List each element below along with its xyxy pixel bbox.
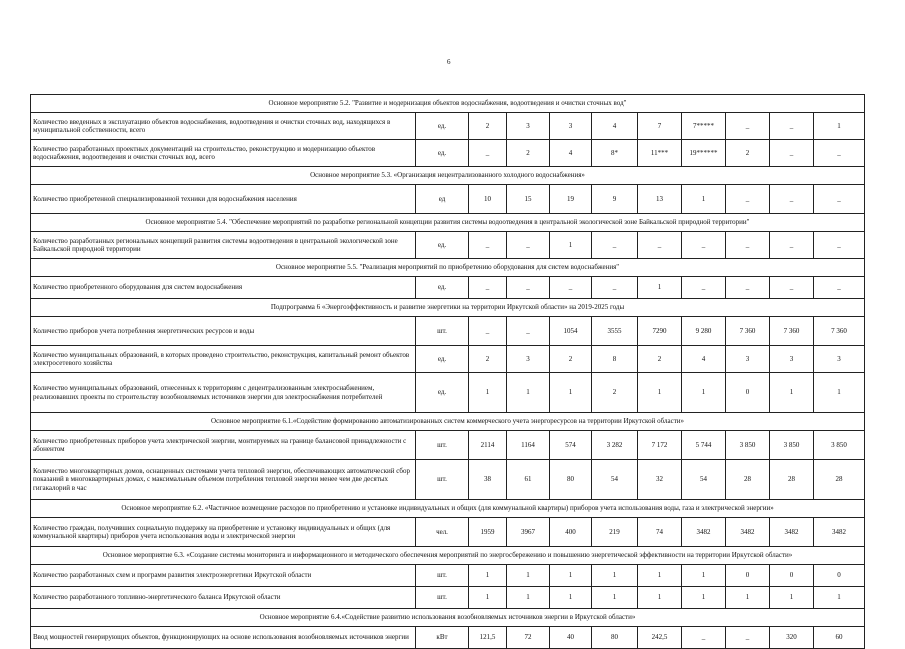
value-cell: 80 (592, 627, 638, 649)
value-cell: 219 (592, 518, 638, 547)
value-cell: 3967 (507, 518, 550, 547)
value-cell: 28 (726, 460, 770, 500)
table-row (31, 113, 865, 140)
page-number: 6 (447, 58, 451, 66)
value-cell: 3555 (592, 317, 638, 346)
value-cell: 7***** (682, 113, 726, 140)
value-cell: _ (814, 140, 865, 167)
unit-cell: шт. (416, 431, 469, 460)
value-cell: _ (770, 277, 814, 299)
value-cell: 3482 (682, 518, 726, 547)
value-cell: _ (770, 140, 814, 167)
value-cell: 3 (814, 346, 865, 373)
section-title: Основное мероприятие 6.3. «Создание системы мониторинга и информационного и методического обеспечения мероприятий по энергосбережению и повышению энергетической эффективности на территории Иркутской области» (31, 547, 865, 565)
table-row (31, 587, 865, 609)
indicator-cell: Количество приобретенной специализированной техники для водоснабжения населения (31, 185, 416, 214)
indicator-cell: Количество приобретенных приборов учета электрической энергии, монтируемых на границе балансовой принадлежности с абонентом (31, 431, 416, 460)
value-cell: 5 744 (682, 431, 726, 460)
value-cell: 2 (550, 346, 592, 373)
value-cell: 3 850 (770, 431, 814, 460)
value-cell: _ (507, 317, 550, 346)
indicator-cell: Ввод мощностей генерирующих объектов, функционирующих на основе использования возобновляемых источников энергии (31, 627, 416, 649)
value-cell: 1164 (507, 431, 550, 460)
value-cell: 1 (770, 373, 814, 413)
value-cell: 7 360 (770, 317, 814, 346)
value-cell: _ (726, 277, 770, 299)
section-header-row (31, 609, 865, 627)
value-cell: 60 (814, 627, 865, 649)
value-cell: 1 (770, 587, 814, 609)
value-cell: _ (550, 277, 592, 299)
value-cell: _ (770, 232, 814, 259)
value-cell: _ (726, 627, 770, 649)
section-header-row (31, 95, 865, 113)
unit-cell: шт. (416, 460, 469, 500)
unit-cell: ед. (416, 277, 469, 299)
value-cell: _ (682, 277, 726, 299)
value-cell: _ (638, 232, 682, 259)
value-cell: 1959 (469, 518, 507, 547)
unit-cell: ед. (416, 373, 469, 413)
value-cell: 19****** (682, 140, 726, 167)
value-cell: 1 (469, 587, 507, 609)
value-cell: _ (682, 627, 726, 649)
value-cell: 1 (507, 565, 550, 587)
value-cell: 3 (770, 346, 814, 373)
value-cell: 2 (638, 346, 682, 373)
section-header-row (31, 299, 865, 317)
value-cell: _ (770, 113, 814, 140)
section-title: Основное мероприятие 5.4. "Обеспечение мероприятий по разработке региональной концепции развития системы водоотведения в центральной экологической зоне Байкальской природной территории" (31, 214, 865, 232)
value-cell: 7 360 (726, 317, 770, 346)
value-cell: 1 (469, 565, 507, 587)
value-cell: _ (469, 317, 507, 346)
value-cell: 3 282 (592, 431, 638, 460)
table-row (31, 185, 865, 214)
value-cell: 1 (682, 373, 726, 413)
value-cell: 80 (550, 460, 592, 500)
value-cell: 10 (469, 185, 507, 214)
value-cell: 1054 (550, 317, 592, 346)
value-cell: 3 (507, 113, 550, 140)
value-cell: 2 (469, 113, 507, 140)
unit-cell: ед. (416, 140, 469, 167)
value-cell: 7 360 (814, 317, 865, 346)
indicator-cell: Количество муниципальных образований, отнесенных к территориям с децентрализованным электроснабжением, реализовавших проекты по строительству возобновляемых источников энергии для электроснабжения потребителей (31, 373, 416, 413)
value-cell: 19 (550, 185, 592, 214)
value-cell: 72 (507, 627, 550, 649)
value-cell: 1 (592, 587, 638, 609)
value-cell: 2 (726, 140, 770, 167)
indicator-cell: Количество разработанного топливно-энергетического баланса Иркутской области (31, 587, 416, 609)
value-cell: 242,5 (638, 627, 682, 649)
value-cell: 121,5 (469, 627, 507, 649)
unit-cell: кВт (416, 627, 469, 649)
table-row (31, 518, 865, 547)
indicators-table (30, 94, 865, 649)
unit-cell: чел. (416, 518, 469, 547)
value-cell: 3482 (726, 518, 770, 547)
value-cell: 1 (550, 587, 592, 609)
value-cell: 15 (507, 185, 550, 214)
unit-cell: шт. (416, 587, 469, 609)
value-cell: _ (469, 232, 507, 259)
value-cell: 11*** (638, 140, 682, 167)
value-cell: 4 (550, 140, 592, 167)
value-cell: 61 (507, 460, 550, 500)
table-row (31, 565, 865, 587)
value-cell: 1 (726, 587, 770, 609)
value-cell: _ (814, 185, 865, 214)
value-cell: 7 (638, 113, 682, 140)
value-cell: 54 (592, 460, 638, 500)
value-cell: 8 (592, 346, 638, 373)
section-title: Подпрограмма 6 «Энергоэффективность и развитие энергетики на территории Иркутской области» на 2019-2025 годы (31, 299, 865, 317)
indicator-cell: Количество муниципальных образований, в которых проведено строительство, реконструкция, капитальный ремонт объектов электросетевого хозяйства (31, 346, 416, 373)
value-cell: 3482 (770, 518, 814, 547)
value-cell: 1 (638, 373, 682, 413)
value-cell: 1 (507, 587, 550, 609)
unit-cell: ед. (416, 346, 469, 373)
value-cell: 1 (507, 373, 550, 413)
indicator-cell: Количество многоквартирных домов, оснащенных системами учета тепловой энергии, обеспечивающих автоматический сбор показаний в многоквартирных домах, с максимальным объемом потребления тепловой энергии менее чем две десятых гигакалорий в час (31, 460, 416, 500)
table-row (31, 460, 865, 500)
table-row (31, 373, 865, 413)
value-cell: 3 (550, 113, 592, 140)
indicator-cell: Количество приобретенного оборудования для систем водоснабжения (31, 277, 416, 299)
indicator-cell: Количество разработанных региональных концепций развития системы водоотведения в центральной экологической зоне Байкальской природной территории (31, 232, 416, 259)
value-cell: 0 (726, 565, 770, 587)
value-cell: 38 (469, 460, 507, 500)
value-cell: _ (814, 277, 865, 299)
unit-cell: шт. (416, 317, 469, 346)
table-row (31, 346, 865, 373)
section-title: Основное мероприятие 5.2. "Развитие и модернизация объектов водоснабжения, водоотведения и очистки сточных вод" (31, 95, 865, 113)
value-cell: _ (726, 113, 770, 140)
section-header-row (31, 500, 865, 518)
unit-cell: ед. (416, 113, 469, 140)
value-cell: 3 850 (814, 431, 865, 460)
value-cell: 1 (682, 565, 726, 587)
indicator-cell: Количество приборов учета потребления энергетических ресурсов и воды (31, 317, 416, 346)
table-row (31, 317, 865, 346)
value-cell: 4 (682, 346, 726, 373)
value-cell: 320 (770, 627, 814, 649)
value-cell: 2114 (469, 431, 507, 460)
value-cell: 574 (550, 431, 592, 460)
value-cell: 28 (814, 460, 865, 500)
value-cell: 9 280 (682, 317, 726, 346)
value-cell: _ (682, 232, 726, 259)
value-cell: 2 (592, 373, 638, 413)
value-cell: 40 (550, 627, 592, 649)
indicator-cell: Количество разработанных схем и программ развития электроэнергетики Иркутской области (31, 565, 416, 587)
value-cell: 54 (682, 460, 726, 500)
value-cell: 1 (814, 113, 865, 140)
section-header-row (31, 167, 865, 185)
value-cell: 1 (469, 373, 507, 413)
value-cell: 2 (507, 140, 550, 167)
value-cell: 28 (770, 460, 814, 500)
value-cell: _ (726, 232, 770, 259)
value-cell: 0 (814, 565, 865, 587)
section-header-row (31, 413, 865, 431)
value-cell: 7290 (638, 317, 682, 346)
value-cell: 1 (814, 373, 865, 413)
value-cell: 7 172 (638, 431, 682, 460)
section-title: Основное мероприятие 6.1.«Содействие формированию автоматизированных систем коммерческого учета энергоресурсов на территории Иркутской области» (31, 413, 865, 431)
value-cell: _ (469, 277, 507, 299)
section-title: Основное мероприятие 5.3. «Организация нецентрализованного холодного водоснабжения» (31, 167, 865, 185)
value-cell: 2 (469, 346, 507, 373)
value-cell: _ (814, 232, 865, 259)
section-header-row (31, 547, 865, 565)
value-cell: 1 (682, 185, 726, 214)
value-cell: 0 (770, 565, 814, 587)
value-cell: 4 (592, 113, 638, 140)
value-cell: 3 (726, 346, 770, 373)
value-cell: _ (726, 185, 770, 214)
value-cell: 3482 (814, 518, 865, 547)
value-cell: _ (507, 232, 550, 259)
value-cell: 1 (638, 565, 682, 587)
section-header-row (31, 214, 865, 232)
value-cell: 400 (550, 518, 592, 547)
value-cell: 74 (638, 518, 682, 547)
value-cell: _ (469, 140, 507, 167)
value-cell: 1 (638, 587, 682, 609)
value-cell: 1 (550, 232, 592, 259)
value-cell: _ (770, 185, 814, 214)
value-cell: 1 (550, 373, 592, 413)
value-cell: 3 850 (726, 431, 770, 460)
value-cell: 1 (550, 565, 592, 587)
indicator-cell: Количество граждан, получивших социальную поддержку на приобретение и установку индивидуальных и общих (для коммунальной квартиры) приборов учета использования воды и электрической энергии (31, 518, 416, 547)
table-row (31, 627, 865, 649)
table-row (31, 431, 865, 460)
table-row (31, 140, 865, 167)
value-cell: 1 (814, 587, 865, 609)
value-cell: _ (592, 277, 638, 299)
section-title: Основное мероприятие 5.5. "Реализация мероприятий по приобретению оборудования для систем водоснабжения" (31, 259, 865, 277)
value-cell: 9 (592, 185, 638, 214)
indicator-cell: Количество разработанных проектных документаций на строительство, реконструкцию и модернизацию объектов водоснабжения, водоотведения и очистки сточных вод, всего (31, 140, 416, 167)
section-title: Основное мероприятие 6.4.«Содействие развитию использования возобновляемых источников энергии в Иркутской области» (31, 609, 865, 627)
value-cell: 1 (592, 565, 638, 587)
unit-cell: шт. (416, 565, 469, 587)
section-header-row (31, 259, 865, 277)
value-cell: 8* (592, 140, 638, 167)
indicator-cell: Количество введенных в эксплуатацию объектов водоснабжения, водоотведения и очистки сточных вод, находящихся в муниципальной собственности, всего (31, 113, 416, 140)
unit-cell: ед. (416, 232, 469, 259)
value-cell: 1 (638, 277, 682, 299)
unit-cell: ед (416, 185, 469, 214)
value-cell: 1 (682, 587, 726, 609)
value-cell: 32 (638, 460, 682, 500)
table-row (31, 232, 865, 259)
value-cell: 13 (638, 185, 682, 214)
value-cell: _ (507, 277, 550, 299)
value-cell: 3 (507, 346, 550, 373)
table-row (31, 277, 865, 299)
section-title: Основное мероприятие 6.2. «Частичное возмещение расходов по приобретению и установке индивидуальных и общих (для коммунальной квартиры) приборов учета использования воды, газа и электрической энергии» (31, 500, 865, 518)
value-cell: _ (592, 232, 638, 259)
value-cell: 0 (726, 373, 770, 413)
